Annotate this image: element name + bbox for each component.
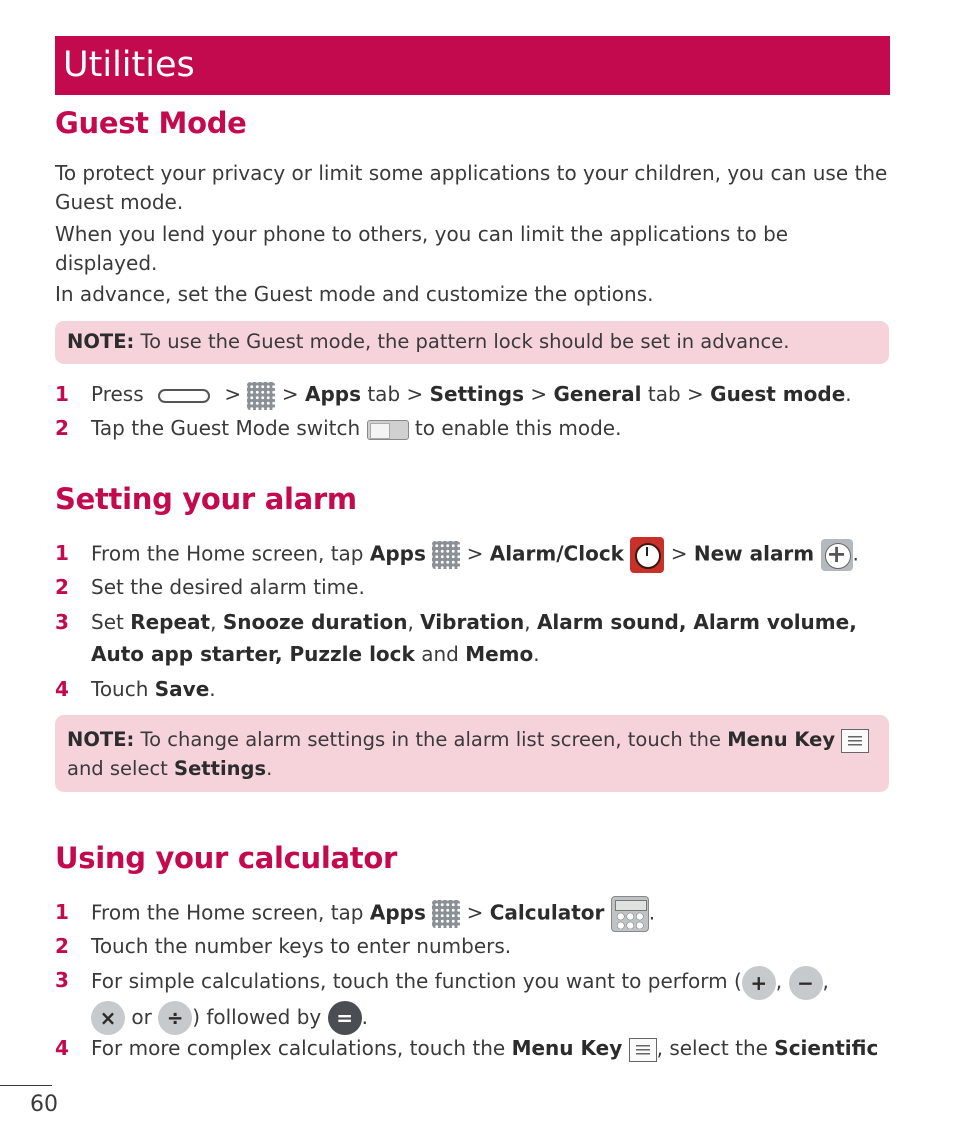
step-text-post: to enable this mode. <box>414 416 622 440</box>
guest-mode-heading: Guest Mode <box>55 106 247 140</box>
guest-paragraph-3: In advance, set the Guest mode and customize the options. <box>55 282 654 306</box>
general-label: General <box>553 382 642 406</box>
step-number: 2 <box>55 934 69 958</box>
guest-note <box>55 321 889 364</box>
arrow-sep: > <box>670 541 688 566</box>
comma: , <box>524 610 531 634</box>
alarm-note <box>55 715 889 792</box>
arrow-sep: > <box>687 382 704 406</box>
page-number: 60 <box>30 1092 58 1117</box>
step-number: 1 <box>55 900 69 924</box>
period: . <box>648 900 656 925</box>
apps-label: Apps <box>369 541 426 566</box>
settings-label: Settings <box>174 757 267 780</box>
off-switch-icon <box>367 420 409 440</box>
step-text-pre: Tap the Guest Mode switch <box>91 416 361 440</box>
step-number: 2 <box>55 575 69 599</box>
arrow-sep: > <box>466 900 484 925</box>
apps-label: Apps <box>304 382 361 406</box>
step-text-pre: For simple calculations, touch the function you want to perform ( <box>91 969 742 993</box>
guest-paragraph-2: When you lend your phone to others, you can limit the applications to be displayed. <box>55 222 789 275</box>
footer-rule <box>0 1085 52 1086</box>
period: . <box>266 757 273 780</box>
period: . <box>852 541 859 566</box>
note-label: NOTE: <box>67 728 135 751</box>
arrow-sep: > <box>466 541 484 566</box>
memo-label: Memo <box>465 642 534 666</box>
comma: , <box>775 969 783 993</box>
alarm-heading: Setting your alarm <box>55 482 357 516</box>
times-icon: × <box>91 1001 125 1035</box>
set-word: Set <box>91 610 124 634</box>
step-number: 1 <box>55 541 69 565</box>
arrow-sep: > <box>530 382 548 406</box>
alarm-clock-label: Alarm/Clock <box>489 541 624 566</box>
step-number: 1 <box>55 382 69 406</box>
arrow-sep: > <box>224 382 242 406</box>
or-word: or <box>131 1004 152 1029</box>
minus-icon: − <box>789 966 823 1000</box>
step-number: 4 <box>55 1036 69 1060</box>
equals-icon: = <box>328 1001 362 1035</box>
apps-grid-icon <box>247 382 275 410</box>
calculator-heading: Using your calculator <box>55 841 397 875</box>
period: . <box>361 1004 368 1029</box>
step-number: 4 <box>55 677 69 701</box>
note-text-pre: To change alarm settings in the alarm list screen, touch the <box>134 728 721 751</box>
step-number: 3 <box>55 968 69 992</box>
note-text-mid: and select <box>67 757 168 780</box>
followed-by-text: ) followed by <box>192 1004 322 1029</box>
step-text <box>91 606 891 670</box>
step-text <box>91 378 891 410</box>
step-text <box>91 896 891 932</box>
step-text: Set the desired alarm time. <box>91 575 365 599</box>
menu-key-label: Menu Key <box>511 1036 623 1060</box>
scientific-label: Scientific <box>774 1036 879 1060</box>
guest-mode-label: Guest mode <box>710 382 846 406</box>
guest-paragraph-1: To protect your privacy or limit some applications to your children, you can use the Guest mode. <box>55 161 888 214</box>
step-number: 3 <box>55 610 69 634</box>
menu-key-icon <box>841 729 869 753</box>
tab-word: tab <box>647 382 681 406</box>
alarm-clock-icon <box>630 537 664 573</box>
arrow-sep: > <box>281 382 299 406</box>
period: . <box>209 677 216 701</box>
comma: , <box>210 610 217 634</box>
comma: , <box>822 969 829 993</box>
step-text <box>91 537 891 573</box>
settings-label: Settings <box>429 382 525 406</box>
chapter-banner: Utilities <box>55 36 890 95</box>
new-alarm-label: New alarm <box>693 541 815 566</box>
step-text <box>91 964 891 1035</box>
divide-icon: ÷ <box>158 1001 192 1035</box>
apps-label: Apps <box>369 900 426 925</box>
apps-grid-icon <box>432 900 460 928</box>
add-alarm-icon <box>821 539 853 571</box>
period: . <box>533 642 540 666</box>
touch-word: Touch <box>91 677 149 701</box>
note-text: To use the Guest mode, the pattern lock should be set in advance. <box>134 330 790 353</box>
step-text-mid: , select the <box>656 1036 768 1060</box>
vibration-label: Vibration <box>420 610 525 634</box>
period: . <box>845 382 852 406</box>
and-word: and <box>421 642 459 666</box>
repeat-label: Repeat <box>130 610 211 634</box>
step-text-pre: For more complex calculations, touch the <box>91 1036 506 1060</box>
arrow-sep: > <box>406 382 424 406</box>
step-text-pre: From the Home screen, tap <box>91 541 364 566</box>
calculator-icon <box>611 896 649 932</box>
menu-key-icon <box>629 1038 657 1062</box>
step-text <box>91 412 891 444</box>
note-label: NOTE: <box>67 330 135 353</box>
snooze-label: Snooze duration <box>222 610 408 634</box>
menu-key-label: Menu Key <box>727 728 836 751</box>
step-text: Touch the number keys to enter numbers. <box>91 934 512 958</box>
step-text <box>91 1032 891 1064</box>
step-text <box>91 673 891 705</box>
alarm-options-label: Alarm sound, Alarm volume, Auto app starter, Puzzle lock <box>91 610 857 666</box>
calculator-label: Calculator <box>489 900 605 925</box>
press-word: Press <box>91 382 144 406</box>
plus-icon: + <box>742 966 776 1000</box>
step-text-pre: From the Home screen, tap <box>91 900 364 925</box>
comma: , <box>407 610 414 634</box>
step-number: 2 <box>55 416 69 440</box>
save-label: Save <box>154 677 210 701</box>
apps-grid-icon <box>432 541 460 569</box>
tab-word: tab <box>367 382 401 406</box>
home-key-icon <box>158 389 210 403</box>
